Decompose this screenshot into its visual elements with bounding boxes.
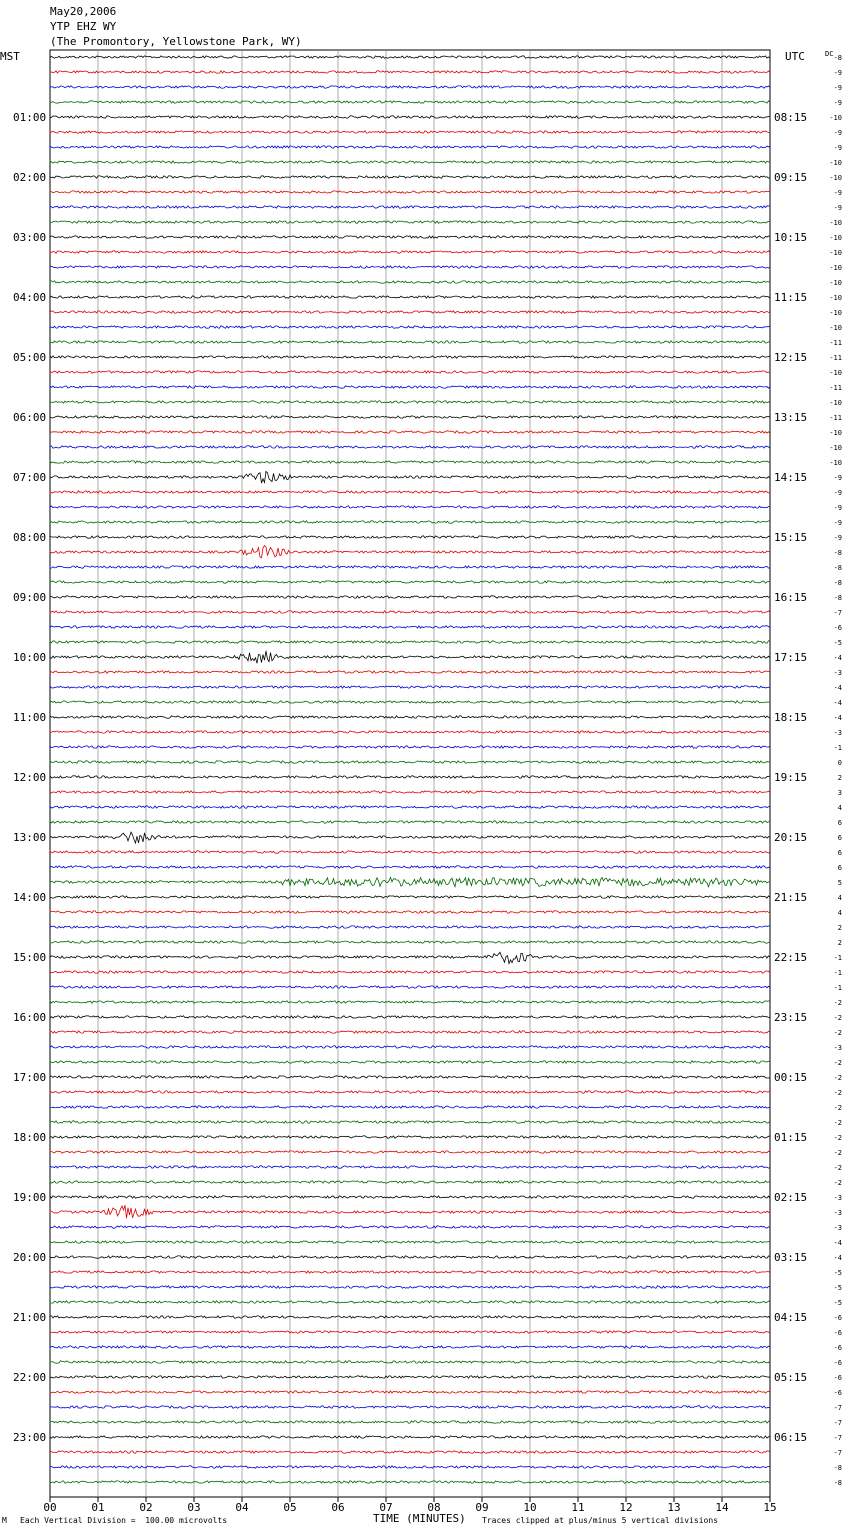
trace-line — [50, 341, 770, 343]
trace-line — [50, 1091, 770, 1093]
dc-offset-label: -5 — [833, 1269, 842, 1277]
trace-line — [50, 521, 770, 523]
trace-line — [50, 761, 770, 763]
dc-offset-label: -8 — [833, 594, 842, 602]
trace-line — [50, 471, 770, 483]
x-tick-label: 11 — [571, 1501, 585, 1514]
dc-offset-label: -3 — [833, 1044, 842, 1052]
dc-offset-label: -9 — [833, 519, 842, 527]
left-hour-label: 07:00 — [13, 471, 47, 484]
dc-offset-label: -9 — [833, 204, 842, 212]
trace-line — [50, 626, 770, 628]
x-tick-label: 00 — [43, 1501, 57, 1514]
right-hour-label: 21:15 — [774, 891, 808, 904]
trace-line — [50, 596, 770, 598]
trace-line — [50, 1286, 770, 1288]
trace-line — [50, 731, 770, 733]
dc-offset-label: -5 — [833, 1299, 842, 1307]
right-timezone-label: UTC — [785, 50, 805, 63]
left-hour-label: 04:00 — [13, 291, 47, 304]
x-axis-label: TIME (MINUTES) — [373, 1512, 466, 1525]
dc-offset-label: -1 — [833, 969, 842, 977]
x-tick-label: 13 — [667, 1501, 681, 1514]
trace-line — [50, 611, 770, 613]
dc-offset-label: -6 — [833, 1374, 842, 1382]
dc-offset-label: -10 — [829, 249, 842, 257]
dc-offset-label: -10 — [829, 294, 842, 302]
dc-offset-label: 0 — [837, 759, 842, 767]
trace-line — [50, 776, 770, 778]
trace-line — [50, 866, 770, 868]
dc-offset-label: -2 — [833, 1179, 842, 1187]
dc-offset-label: 6 — [837, 819, 842, 827]
dc-offset-label: 6 — [837, 834, 842, 842]
trace-line — [50, 1421, 770, 1423]
trace-line — [50, 1346, 770, 1348]
dc-offset-label: -4 — [833, 1254, 842, 1262]
x-tick-label: 01 — [91, 1501, 105, 1514]
dc-offset-label: -9 — [833, 489, 842, 497]
dc-offset-label: -8 — [833, 1464, 842, 1472]
trace-line — [50, 671, 770, 673]
left-hour-label: 22:00 — [13, 1371, 47, 1384]
trace-line — [50, 1196, 770, 1198]
left-hour-label: 14:00 — [13, 891, 47, 904]
dc-offset-label: -8 — [833, 54, 842, 62]
trace-line — [50, 191, 770, 193]
trace-line — [50, 1451, 770, 1453]
dc-offset-label: 4 — [837, 909, 842, 917]
trace-line — [50, 266, 770, 268]
left-hour-label: 12:00 — [13, 771, 47, 784]
dc-offset-label: -8 — [833, 564, 842, 572]
right-hour-label: 01:15 — [774, 1131, 808, 1144]
dc-offset-label: -2 — [833, 1149, 842, 1157]
trace-line — [50, 1466, 770, 1468]
trace-line — [50, 746, 770, 748]
right-hour-label: 16:15 — [774, 591, 808, 604]
plot-frame — [50, 50, 770, 1497]
trace-line — [50, 986, 770, 988]
dc-offset-label: -10 — [829, 369, 842, 377]
x-tick-label: 06 — [331, 1501, 345, 1514]
trace-line — [50, 1121, 770, 1123]
trace-line — [50, 546, 770, 558]
trace-line — [50, 251, 770, 253]
dc-offset-label: -10 — [829, 324, 842, 332]
dc-offset-label: -11 — [829, 339, 842, 347]
dc-offset-label: -3 — [833, 1194, 842, 1202]
left-hour-label: 13:00 — [13, 831, 47, 844]
dc-offset-label: -7 — [833, 609, 842, 617]
dc-offset-label: -10 — [829, 429, 842, 437]
left-hour-label: 23:00 — [13, 1431, 47, 1444]
dc-offset-label: -9 — [833, 129, 842, 137]
dc-offset-label: -11 — [829, 354, 842, 362]
trace-line — [50, 1331, 770, 1333]
trace-line — [50, 1106, 770, 1108]
x-tick-label: 08 — [427, 1501, 441, 1514]
dc-offset-label: 3 — [837, 789, 842, 797]
left-hour-label: 19:00 — [13, 1191, 47, 1204]
dc-offset-label: -10 — [829, 279, 842, 287]
trace-line — [50, 416, 770, 418]
trace-line — [50, 461, 770, 463]
dc-offset-label: -10 — [829, 399, 842, 407]
trace-line — [50, 146, 770, 148]
trace-line — [50, 1391, 770, 1393]
dc-offset-label: -7 — [833, 1434, 842, 1442]
dc-offset-label: -10 — [829, 309, 842, 317]
dc-offset-label: -3 — [833, 1224, 842, 1232]
x-tick-label: 15 — [763, 1501, 777, 1514]
dc-offset-label: -10 — [829, 234, 842, 242]
right-hour-label: 17:15 — [774, 651, 808, 664]
x-tick-label: 03 — [187, 1501, 201, 1514]
clip-note: Traces clipped at plus/minus 5 vertical divisions — [482, 1516, 719, 1525]
right-hour-label: 09:15 — [774, 171, 808, 184]
trace-line — [50, 877, 770, 886]
dc-offset-label: -4 — [833, 1239, 842, 1247]
dc-offset-label: -2 — [833, 1104, 842, 1112]
trace-line — [50, 716, 770, 718]
dc-offset-label: -9 — [833, 504, 842, 512]
trace-line — [50, 101, 770, 103]
dc-offset-label: -6 — [833, 1344, 842, 1352]
trace-line — [50, 56, 770, 58]
left-hour-label: 15:00 — [13, 951, 47, 964]
trace-line — [50, 1376, 770, 1378]
right-hour-label: 22:15 — [774, 951, 808, 964]
trace-line — [50, 356, 770, 358]
dc-offset-label: -5 — [833, 639, 842, 647]
trace-line — [50, 1016, 770, 1018]
dc-offset-label: -11 — [829, 384, 842, 392]
left-hour-label: 02:00 — [13, 171, 47, 184]
dc-offset-label: -3 — [833, 669, 842, 677]
dc-offset-label: -2 — [833, 1029, 842, 1037]
dc-label: DC — [825, 50, 834, 58]
trace-line — [50, 911, 770, 913]
trace-line — [50, 686, 770, 688]
left-hour-label: 17:00 — [13, 1071, 47, 1084]
trace-line — [50, 161, 770, 163]
trace-line — [50, 371, 770, 373]
dc-offset-label: -6 — [833, 1389, 842, 1397]
dc-offset-label: -6 — [833, 1359, 842, 1367]
header-date: May20,2006 — [50, 5, 117, 18]
dc-offset-label: -2 — [833, 1074, 842, 1082]
dc-offset-label: -10 — [829, 114, 842, 122]
trace-line — [50, 1046, 770, 1048]
dc-offset-label: -7 — [833, 1449, 842, 1457]
trace-line — [50, 1001, 770, 1003]
x-tick-label: 10 — [523, 1501, 537, 1514]
right-hour-label: 19:15 — [774, 771, 808, 784]
x-tick-label: 14 — [715, 1501, 729, 1514]
left-hour-label: 05:00 — [13, 351, 47, 364]
right-hour-label: 04:15 — [774, 1311, 808, 1324]
dc-offset-label: -9 — [833, 99, 842, 107]
right-hour-label: 12:15 — [774, 351, 808, 364]
trace-line — [50, 941, 770, 943]
trace-line — [50, 821, 770, 823]
right-hour-label: 23:15 — [774, 1011, 808, 1024]
left-hour-label: 18:00 — [13, 1131, 47, 1144]
dc-offset-label: -3 — [833, 1209, 842, 1217]
trace-line — [50, 851, 770, 853]
trace-line — [50, 116, 770, 118]
trace-line — [50, 1151, 770, 1153]
dc-offset-label: -4 — [833, 714, 842, 722]
trace-line — [50, 1481, 770, 1483]
corner-mark: M — [2, 1516, 7, 1525]
trace-line — [50, 491, 770, 493]
dc-offset-label: -5 — [833, 1284, 842, 1292]
trace-line — [50, 806, 770, 808]
trace-line — [50, 1181, 770, 1183]
right-hour-label: 14:15 — [774, 471, 808, 484]
left-hour-label: 11:00 — [13, 711, 47, 724]
scale-note: Each Vertical Division = 100.00 microvolts — [20, 1516, 228, 1525]
dc-offset-label: -7 — [833, 1419, 842, 1427]
left-hour-label: 21:00 — [13, 1311, 47, 1324]
dc-offset-label: -9 — [833, 144, 842, 152]
left-hour-label: 10:00 — [13, 651, 47, 664]
trace-line — [50, 131, 770, 133]
trace-line — [50, 431, 770, 433]
right-hour-label: 18:15 — [774, 711, 808, 724]
trace-line — [50, 221, 770, 223]
right-hour-label: 08:15 — [774, 111, 808, 124]
dc-offset-label: -2 — [833, 1164, 842, 1172]
trace-line — [50, 446, 770, 448]
dc-offset-label: -2 — [833, 1134, 842, 1142]
dc-offset-label: 5 — [837, 879, 842, 887]
left-hour-label: 16:00 — [13, 1011, 47, 1024]
trace-line — [50, 581, 770, 583]
dc-offset-label: 2 — [837, 774, 842, 782]
trace-line — [50, 1271, 770, 1273]
trace-line — [50, 1241, 770, 1243]
x-tick-label: 07 — [379, 1501, 393, 1514]
trace-line — [50, 1166, 770, 1168]
dc-offset-label: -7 — [833, 1404, 842, 1412]
dc-offset-label: -8 — [833, 549, 842, 557]
dc-offset-label: -9 — [833, 534, 842, 542]
dc-offset-label: -11 — [829, 414, 842, 422]
trace-line — [50, 1136, 770, 1138]
trace-line — [50, 1076, 770, 1078]
x-tick-label: 09 — [475, 1501, 489, 1514]
dc-offset-label: -6 — [833, 1314, 842, 1322]
right-hour-label: 13:15 — [774, 411, 808, 424]
trace-line — [50, 86, 770, 88]
dc-offset-label: -4 — [833, 684, 842, 692]
trace-line — [50, 71, 770, 73]
trace-line — [50, 1436, 770, 1438]
left-hour-label: 01:00 — [13, 111, 47, 124]
trace-line — [50, 506, 770, 508]
x-tick-label: 12 — [619, 1501, 633, 1514]
dc-offset-label: -3 — [833, 729, 842, 737]
right-hour-label: 06:15 — [774, 1431, 808, 1444]
dc-offset-label: -4 — [833, 654, 842, 662]
trace-line — [50, 1226, 770, 1228]
dc-offset-label: -10 — [829, 444, 842, 452]
trace-line — [50, 536, 770, 538]
trace-line — [50, 1406, 770, 1408]
dc-offset-label: -1 — [833, 744, 842, 752]
dc-offset-label: -9 — [833, 474, 842, 482]
dc-offset-label: -8 — [833, 1479, 842, 1487]
trace-line — [50, 1301, 770, 1303]
trace-line — [50, 326, 770, 328]
dc-offset-label: 4 — [837, 804, 842, 812]
dc-offset-label: -6 — [833, 1329, 842, 1337]
dc-offset-label: 4 — [837, 894, 842, 902]
right-hour-label: 03:15 — [774, 1251, 808, 1264]
dc-offset-label: -2 — [833, 1059, 842, 1067]
dc-offset-label: -1 — [833, 954, 842, 962]
trace-line — [50, 1256, 770, 1258]
trace-line — [50, 926, 770, 928]
header-station: YTP EHZ WY — [50, 20, 117, 33]
dc-offset-label: -1 — [833, 984, 842, 992]
dc-offset-label: -10 — [829, 264, 842, 272]
trace-line — [50, 176, 770, 178]
left-timezone-label: MST — [0, 50, 20, 63]
trace-line — [50, 1031, 770, 1033]
dc-offset-label: 2 — [837, 924, 842, 932]
dc-offset-label: -6 — [833, 624, 842, 632]
right-hour-label: 02:15 — [774, 1191, 808, 1204]
trace-line — [50, 1316, 770, 1318]
right-hour-label: 15:15 — [774, 531, 808, 544]
dc-offset-label: 6 — [837, 849, 842, 857]
left-hour-label: 03:00 — [13, 231, 47, 244]
trace-line — [50, 566, 770, 568]
x-tick-label: 02 — [139, 1501, 153, 1514]
trace-line — [50, 236, 770, 238]
dc-offset-label: -2 — [833, 1014, 842, 1022]
trace-line — [50, 701, 770, 703]
dc-offset-label: -9 — [833, 189, 842, 197]
dc-offset-label: -2 — [833, 1089, 842, 1097]
dc-offset-label: -9 — [833, 69, 842, 77]
right-hour-label: 10:15 — [774, 231, 808, 244]
trace-line — [50, 386, 770, 388]
left-hour-label: 06:00 — [13, 411, 47, 424]
dc-offset-label: -10 — [829, 219, 842, 227]
right-hour-label: 20:15 — [774, 831, 808, 844]
trace-line — [50, 1061, 770, 1063]
trace-line — [50, 641, 770, 643]
trace-line — [50, 206, 770, 208]
left-hour-label: 08:00 — [13, 531, 47, 544]
trace-line — [50, 1361, 770, 1363]
x-tick-label: 04 — [235, 1501, 249, 1514]
trace-line — [50, 281, 770, 283]
trace-line — [50, 791, 770, 793]
right-hour-label: 05:15 — [774, 1371, 808, 1384]
trace-line — [50, 971, 770, 973]
dc-offset-label: -9 — [833, 84, 842, 92]
left-hour-label: 09:00 — [13, 591, 47, 604]
trace-line — [50, 311, 770, 313]
dc-offset-label: -2 — [833, 999, 842, 1007]
right-hour-label: 11:15 — [774, 291, 808, 304]
dc-offset-label: 2 — [837, 939, 842, 947]
right-hour-label: 00:15 — [774, 1071, 808, 1084]
trace-line — [50, 952, 770, 963]
trace-line — [50, 896, 770, 898]
dc-offset-label: -4 — [833, 699, 842, 707]
dc-offset-label: -10 — [829, 159, 842, 167]
header-location: (The Promontory, Yellowstone Park, WY) — [50, 35, 302, 48]
left-hour-label: 20:00 — [13, 1251, 47, 1264]
dc-offset-label: 6 — [837, 864, 842, 872]
dc-offset-label: -10 — [829, 174, 842, 182]
trace-line — [50, 296, 770, 298]
dc-offset-label: -2 — [833, 1119, 842, 1127]
trace-line — [50, 1205, 770, 1218]
trace-line — [50, 401, 770, 403]
x-tick-label: 05 — [283, 1501, 297, 1514]
dc-offset-label: -10 — [829, 459, 842, 467]
trace-line — [50, 832, 770, 843]
dc-offset-label: -8 — [833, 579, 842, 587]
trace-line — [50, 651, 770, 663]
